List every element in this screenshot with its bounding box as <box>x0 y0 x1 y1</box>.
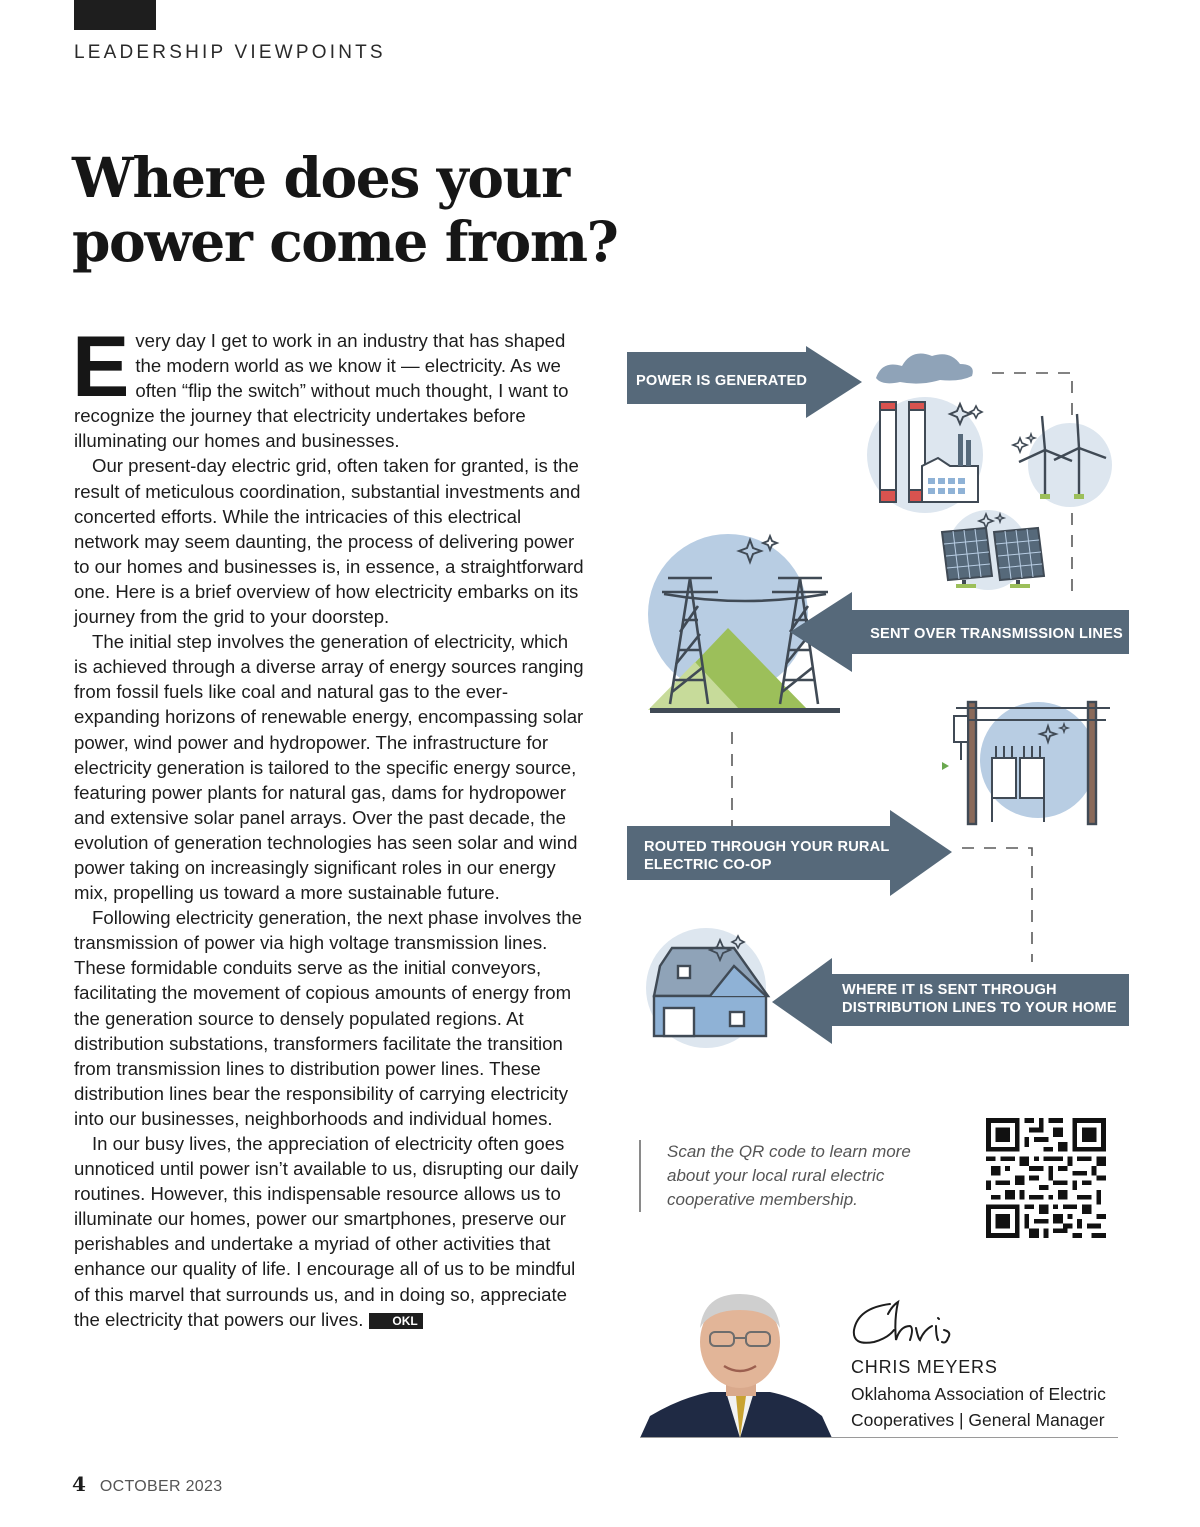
article-paragraph-2: Our present-day electric grid, often taken for granted, is the result of meticulous coordination, substantial investments and concerted efforts. While the intricacies of this electrical network may seem daunting, the process of delivering power to our homes and businesses is, in essence, a straightforward one. Here is a brief overview of how electricity embarks on its journey from the grid to your doorstep. <box>74 455 584 628</box>
paragraph-text: very day I get to work in an industry that has shaped the modern world as we know it — electricity. As we often “flip the switch” without much thought, I want to recognize the journey that electricity undertakes before illuminating our homes and businesses. <box>74 330 569 452</box>
step-3-arrow <box>627 810 952 896</box>
step-2-label: SENT OVER TRANSMISSION LINES <box>870 626 1123 642</box>
page-number: 4 <box>72 1472 86 1496</box>
qr-code[interactable] <box>986 1118 1106 1238</box>
step-3-label-line-2: ELECTRIC CO-OP <box>644 857 772 873</box>
step-2-arrow <box>790 592 1129 672</box>
substation-icon <box>942 702 1110 824</box>
issue-date: OCTOBER 2023 <box>99 1478 223 1495</box>
step-4-label-line-2: DISTRIBUTION LINES TO YOUR HOME <box>842 1000 1117 1016</box>
power-plant-icon <box>867 354 983 513</box>
article-body <box>72 319 586 1332</box>
author-title: Oklahoma Association of Electric Cooperatives | General Manager <box>851 1384 1106 1430</box>
drop-cap: E <box>72 319 130 415</box>
article-paragraph-1 <box>72 319 586 453</box>
okl-end-mark: OKL <box>369 1313 422 1329</box>
author-headshot <box>640 1288 840 1438</box>
step-4-arrow <box>772 958 1129 1044</box>
header-tab-block <box>74 0 156 30</box>
headline <box>72 146 652 274</box>
qr-caption-divider <box>639 1140 641 1212</box>
article-paragraph-4: Following electricity generation, the next phase involves the transmission of power via high voltage transmission lines. These formidable conduits serve as the initial conveyors, facilitating the movement of copious amounts of energy from the generation source to densely populated regions. At distribution substations, transformers facilitate the transition from transmission lines to distribution power lines. These distribution lines bear the responsibility of carrying electricity into our businesses, neighborhoods and individual homes. <box>74 907 582 1129</box>
step-3-label-line-1: ROUTED THROUGH YOUR RURAL <box>644 839 890 855</box>
step-4-label-line-1: WHERE IT IS SENT THROUGH <box>842 982 1057 998</box>
home-icon <box>646 928 768 1048</box>
page-folio <box>72 1472 222 1496</box>
article-paragraph-5 <box>74 1131 586 1332</box>
step-1-arrow <box>627 346 862 418</box>
power-journey-infographic <box>620 330 1132 1060</box>
qr-caption: Scan the QR code to learn more about your local rural electric cooperative membership. <box>667 1142 911 1209</box>
section-label: LEADERSHIP VIEWPOINTS <box>74 42 386 63</box>
headline-line-2: power come from? <box>72 209 618 274</box>
author-rule <box>640 1437 1118 1438</box>
wind-turbine-icon <box>1013 414 1112 507</box>
solar-panel-icon <box>942 510 1044 590</box>
step-1-label: POWER IS GENERATED <box>636 373 808 389</box>
headline-line-1: Where does your <box>72 145 569 210</box>
article-paragraph-3: The initial step involves the generation of electricity, which is achieved through a diverse array of energy sources ranging from fossil fuels like coal and natural gas to the ever-expanding horizons of renewable energy, encompassing solar power, wind power and hydropower. The infrastructure for electricity generation is tailored to the specific energy source, featuring power plants for natural gas, dams for hydropower and extensive solar panel arrays. Over the past decade, the evolution of generation technologies has seen solar and wind power taking on increasingly significant roles in our energy mix, propelling us toward a more sustainable future. <box>74 631 584 904</box>
paragraph-text: In our busy lives, the appreciation of electricity often goes unnoticed until power isn’t available to us, disrupting our daily routines. However, this indispensable resource allows us to illuminate our homes, power our smartphones, preserve our perishables and undertake a myriad of other activities that enhance our quality of life. I encourage all of us to be mindful of this marvel that surrounds us, and in doing so, appreciate the electricity that powers our lives. <box>74 1133 579 1330</box>
author-signature <box>848 1296 958 1354</box>
author-name: CHRIS MEYERS <box>851 1357 998 1377</box>
